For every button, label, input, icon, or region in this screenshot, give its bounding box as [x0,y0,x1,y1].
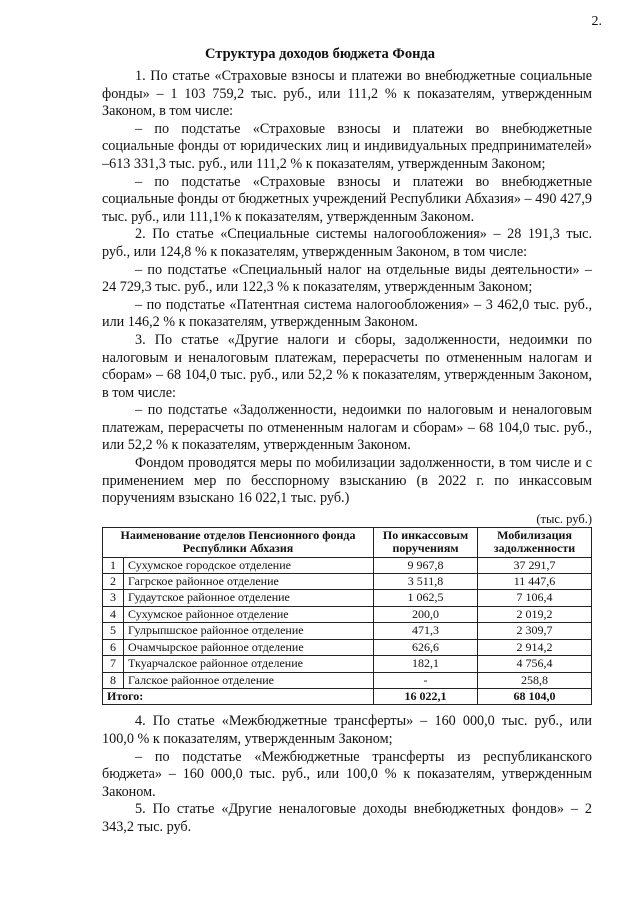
header-inkasso: По инкассовым поручениям [374,527,478,557]
row-number: 5 [103,623,124,639]
paragraph: – по подстатье «Патентная система налогообложения» – 3 462,0 тыс. руб., или 146,2 % к показателям, утвержденным Законом. [102,296,592,331]
row-mobil: 258,8 [478,672,592,688]
row-number: 7 [103,656,124,672]
paragraph: – по подстатье «Страховые взносы и платежи во внебюджетные социальные фонды от юридических лиц и индивидуальных предпринимателей» –613 331,3 тыс. руб., или 111,2 % к показателям, утвержденным Законом; [102,120,592,172]
row-number: 8 [103,672,124,688]
row-dept: Ткуарчалское районное отделение [124,656,374,672]
table-row [103,590,592,606]
document-body [102,68,592,836]
header-mobil: Мобилизация задолженности [478,527,592,557]
row-inkasso: 3 511,8 [374,574,478,590]
row-dept: Гагрское районное отделение [124,574,374,590]
row-inkasso: 1 062,5 [374,590,478,606]
row-dept: Сухумское городское отделение [124,557,374,573]
table-row [103,606,592,622]
table-row [103,557,592,573]
row-mobil: 2 019,2 [478,606,592,622]
row-mobil: 7 106,4 [478,590,592,606]
row-inkasso: 182,1 [374,656,478,672]
document-title: Структура доходов бюджета Фонда [204,46,436,62]
paragraph: 2. По статье «Специальные системы налогообложения» – 28 191,3 тыс. руб., или 124,8 % к показателям, утвержденным Законом, в том числе: [102,226,592,260]
paragraph: – по подстатье «Специальный налог на отдельные виды деятельности» – 24 729,3 тыс. руб., или 122,3 % к показателям, утвержденным Законом; [102,261,592,296]
table-row [103,672,592,688]
table-units: (тыс. руб.) [536,511,592,526]
page-number: 2. [591,14,602,29]
table-row [103,639,592,655]
paragraph: – по подстатье «Задолженности, недоимки по налоговым и неналоговым платежам, перерасчеты по отмененным налогам и сборам» – 68 104,0 тыс. руб., или 52,2 % к показателям, утвержденным Законом. [102,402,592,454]
paragraph: – по подстатье «Страховые взносы и платежи во внебюджетные социальные фонды от бюджетных учреждений Республики Абхазия» – 490 427,9 тыс. руб., или 111,1% к показателям, утвержденным Законом. [102,173,592,225]
row-mobil: 4 756,4 [478,656,592,672]
row-number: 1 [103,557,124,573]
row-inkasso: 471,3 [374,623,478,639]
header-dept: Наименование отделов Пенсионного фонда Республики Абхазия [103,527,374,557]
row-dept: Галское районное отделение [124,672,374,688]
row-dept: Сухумское районное отделение [124,606,374,622]
row-mobil: 37 291,7 [478,557,592,573]
row-number: 6 [103,639,124,655]
row-inkasso: - [374,672,478,688]
row-inkasso: 9 967,8 [374,557,478,573]
table-row [103,656,592,672]
paragraph: 5. По статье «Другие неналоговые доходы внебюджетных фондов» – 2 343,2 тыс. руб. [102,801,592,835]
total-inkasso: 16 022,1 [374,688,478,704]
total-label: Итого: [103,688,374,704]
table-row [103,574,592,590]
paragraph: 4. По статье «Межбюджетные трансферты» – 160 000,0 тыс. руб., или 100,0 % к показателям, утвержденным Законом; [102,713,592,747]
row-mobil: 2 309,7 [478,623,592,639]
table-total-row [103,688,592,704]
row-number: 3 [103,590,124,606]
row-inkasso: 626,6 [374,639,478,655]
row-dept: Гулрыпшское районное отделение [124,623,374,639]
table-header-row [103,527,592,557]
departments-table [102,527,592,705]
row-mobil: 2 914,2 [478,639,592,655]
row-dept: Гудаутское районное отделение [124,590,374,606]
paragraph: 3. По статье «Другие налоги и сборы, задолженности, недоимки по налоговым и неналоговым платежам, перерасчеты по отмененным налогам и сборам» – 68 104,0 тыс. руб., или 52,2 % к показателям, утвержденным Законом, в том числе: [102,331,592,401]
row-number: 4 [103,606,124,622]
paragraph: Фондом проводятся меры по мобилизации задолженности, в том числе и с применением мер по бесспорному взысканию (в 2022 г. по инкассовым поручениям взыскано 16 022,1 тыс. руб.) [102,455,592,507]
table-row [103,623,592,639]
row-inkasso: 200,0 [374,606,478,622]
row-dept: Очамчырское районное отделение [124,639,374,655]
total-mobil: 68 104,0 [478,688,592,704]
row-number: 2 [103,574,124,590]
paragraph: – по подстатье «Межбюджетные трансферты из республиканского бюджета» – 160 000,0 тыс. руб., или 100,0 % к показателям, утвержденным Законом. [102,748,592,800]
row-mobil: 11 447,6 [478,574,592,590]
paragraph: 1. По статье «Страховые взносы и платежи во внебюджетные социальные фонды» – 1 103 759,2 тыс. руб., или 111,2 % к показателям, утвержденным Законом, в том числе: [102,68,592,120]
